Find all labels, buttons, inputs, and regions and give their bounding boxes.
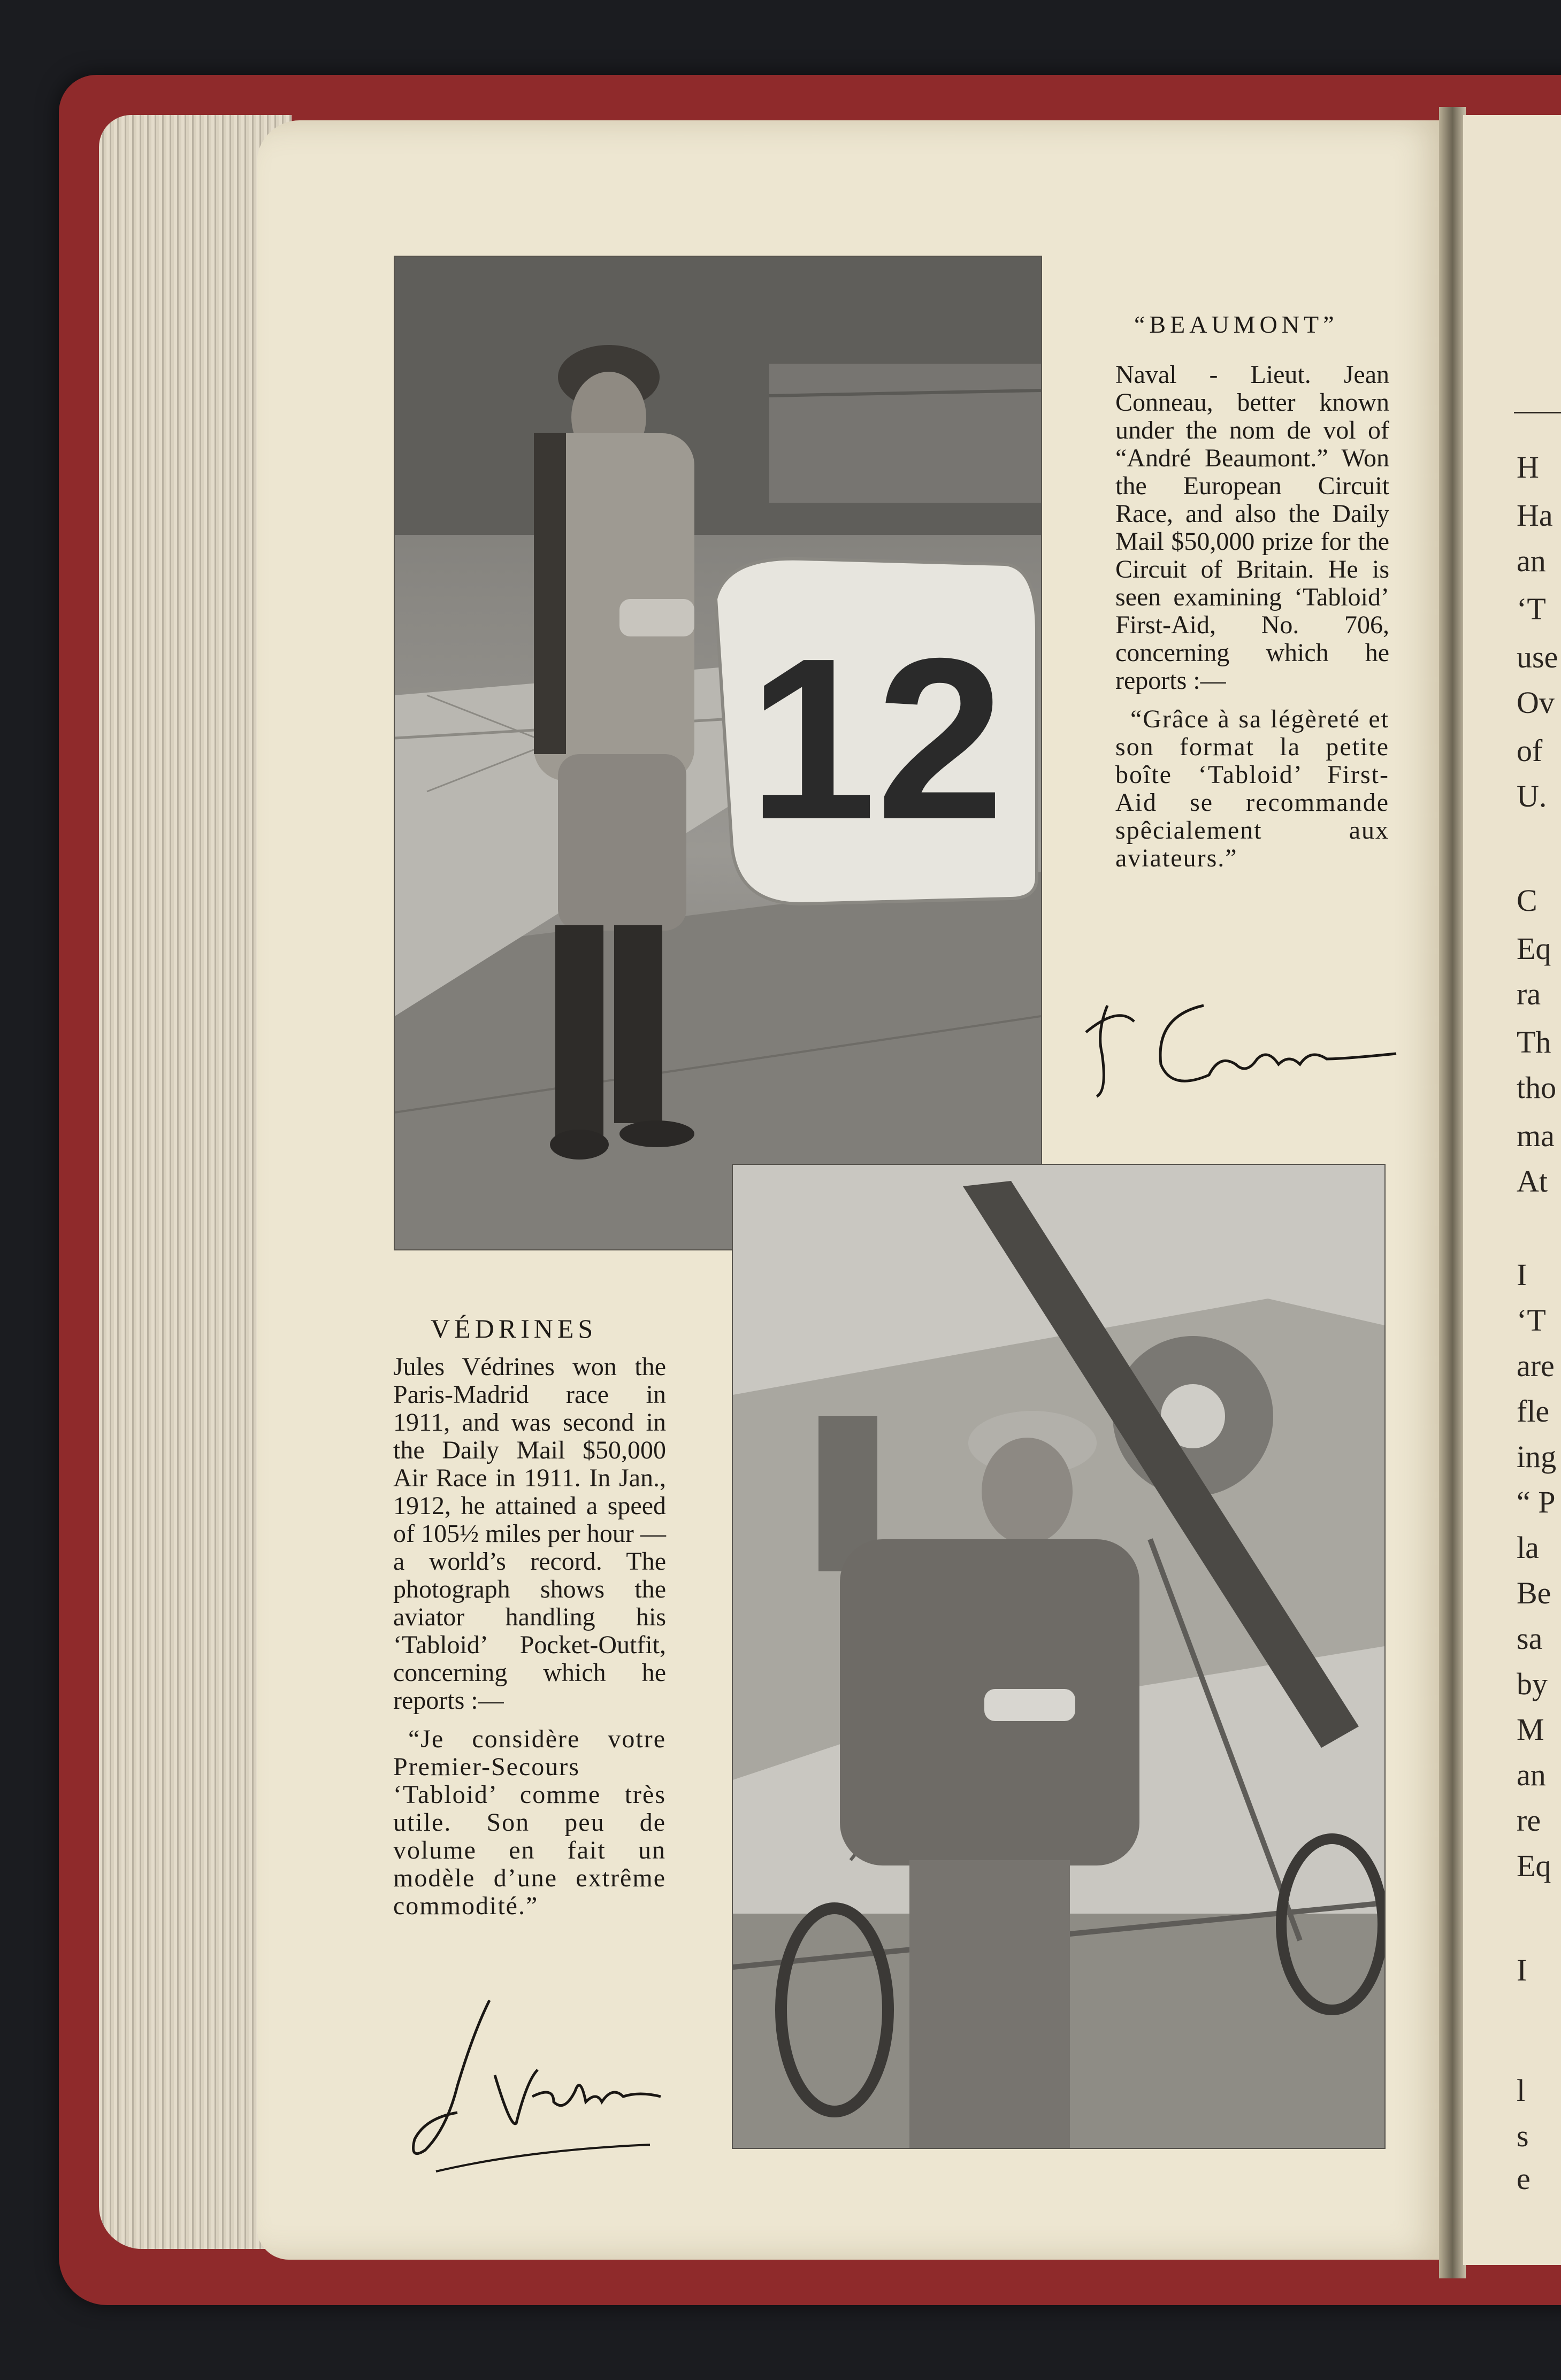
right-page-line: e: [1517, 2161, 1531, 2196]
right-page-line: of: [1517, 733, 1543, 768]
right-page-line: re: [1517, 1803, 1541, 1838]
right-page-line: ‘T: [1517, 592, 1546, 626]
right-page-line: use: [1517, 640, 1558, 674]
right-page-line: an: [1517, 1757, 1546, 1792]
right-page-line: ma: [1517, 1118, 1555, 1153]
right-page-line: U.: [1517, 779, 1547, 813]
right-page-line: ‘T: [1517, 1303, 1546, 1338]
right-page-line: Ov: [1517, 685, 1555, 720]
plane-number: 12: [748, 611, 1005, 867]
right-page-line: Eq: [1517, 931, 1551, 966]
book-gutter: [1439, 107, 1466, 2278]
right-page-line: M: [1517, 1712, 1544, 1747]
vedrines-title: VÉDRINES: [431, 1314, 598, 1343]
right-page-line: Ha: [1517, 498, 1553, 533]
right-page-line: s: [1517, 2118, 1529, 2153]
right-page-line: I: [1517, 1257, 1527, 1292]
vedrines-text: [393, 1353, 666, 1931]
right-page-line: sa: [1517, 1621, 1543, 1656]
right-page-line: Eq: [1517, 1848, 1551, 1883]
beaumont-text: [1115, 361, 1389, 883]
right-page-line: la: [1517, 1530, 1539, 1565]
right-page-line: tho: [1517, 1070, 1557, 1105]
beaumont-photo-illustration: [395, 257, 1041, 1249]
right-page-line: C: [1517, 883, 1537, 918]
beaumont-photo: [395, 257, 1041, 1249]
vedrines-bio: Jules Védrines won the Paris-Madrid race in 1911, and was second in the Daily Mail $50,000 Air Race in 1911. In Jan., 1912, he attained a speed of 105½ miles per hour —a world’s record. The photograph shows the aviator handling his ‘Tabloid’ Pocket-Outfit, concerning which he reports :—: [393, 1353, 666, 1715]
right-page-line: by: [1517, 1667, 1548, 1701]
right-page-rule: [1514, 412, 1561, 413]
right-page-line: l: [1517, 2073, 1526, 2108]
right-page-line: Th: [1517, 1025, 1551, 1060]
right-page-line: Be: [1517, 1576, 1551, 1610]
vedrines-photo: [733, 1165, 1384, 2148]
beaumont-bio: Naval - Lieut. Jean Conneau, better known under the nom de vol of “André Beaumont.” Won the European Circuit Race, and also the Daily Mail $50,000 prize for the Circuit of Britain. He is seen examining ‘Tabloid’ First-Aid, No. 706, concerning which he reports :—: [1115, 360, 1389, 695]
right-page-line: I: [1517, 1953, 1527, 1987]
right-page-line: fle: [1517, 1394, 1550, 1429]
beaumont-title: “BEAUMONT”: [1134, 311, 1338, 338]
right-page-line: ra: [1517, 977, 1541, 1011]
vedrines-photo-illustration: [733, 1165, 1384, 2148]
right-page-line: H: [1517, 450, 1539, 485]
right-page-line: are: [1517, 1348, 1555, 1383]
right-page-line: ing: [1517, 1439, 1557, 1474]
right-page-line: an: [1517, 543, 1546, 578]
right-page-line: “ P: [1517, 1485, 1556, 1519]
vedrines-quote: “Je considère votre Premier-Secours ‘Tabloid’ comme très utile. Son peu de volume en fait un modèle d’une extrême commodité.”: [393, 1725, 666, 1920]
beaumont-quote: “Grâce à sa légèreté et son format la petite boîte ‘Tabloid’ First-Aid se recommande spêcialement aux aviateurs.”: [1115, 705, 1389, 872]
right-page-line: At: [1517, 1164, 1548, 1199]
right-page-fragment: [1463, 115, 1561, 2265]
vedrines-signature: [393, 1990, 671, 2182]
conneau-signature: [1075, 984, 1407, 1102]
